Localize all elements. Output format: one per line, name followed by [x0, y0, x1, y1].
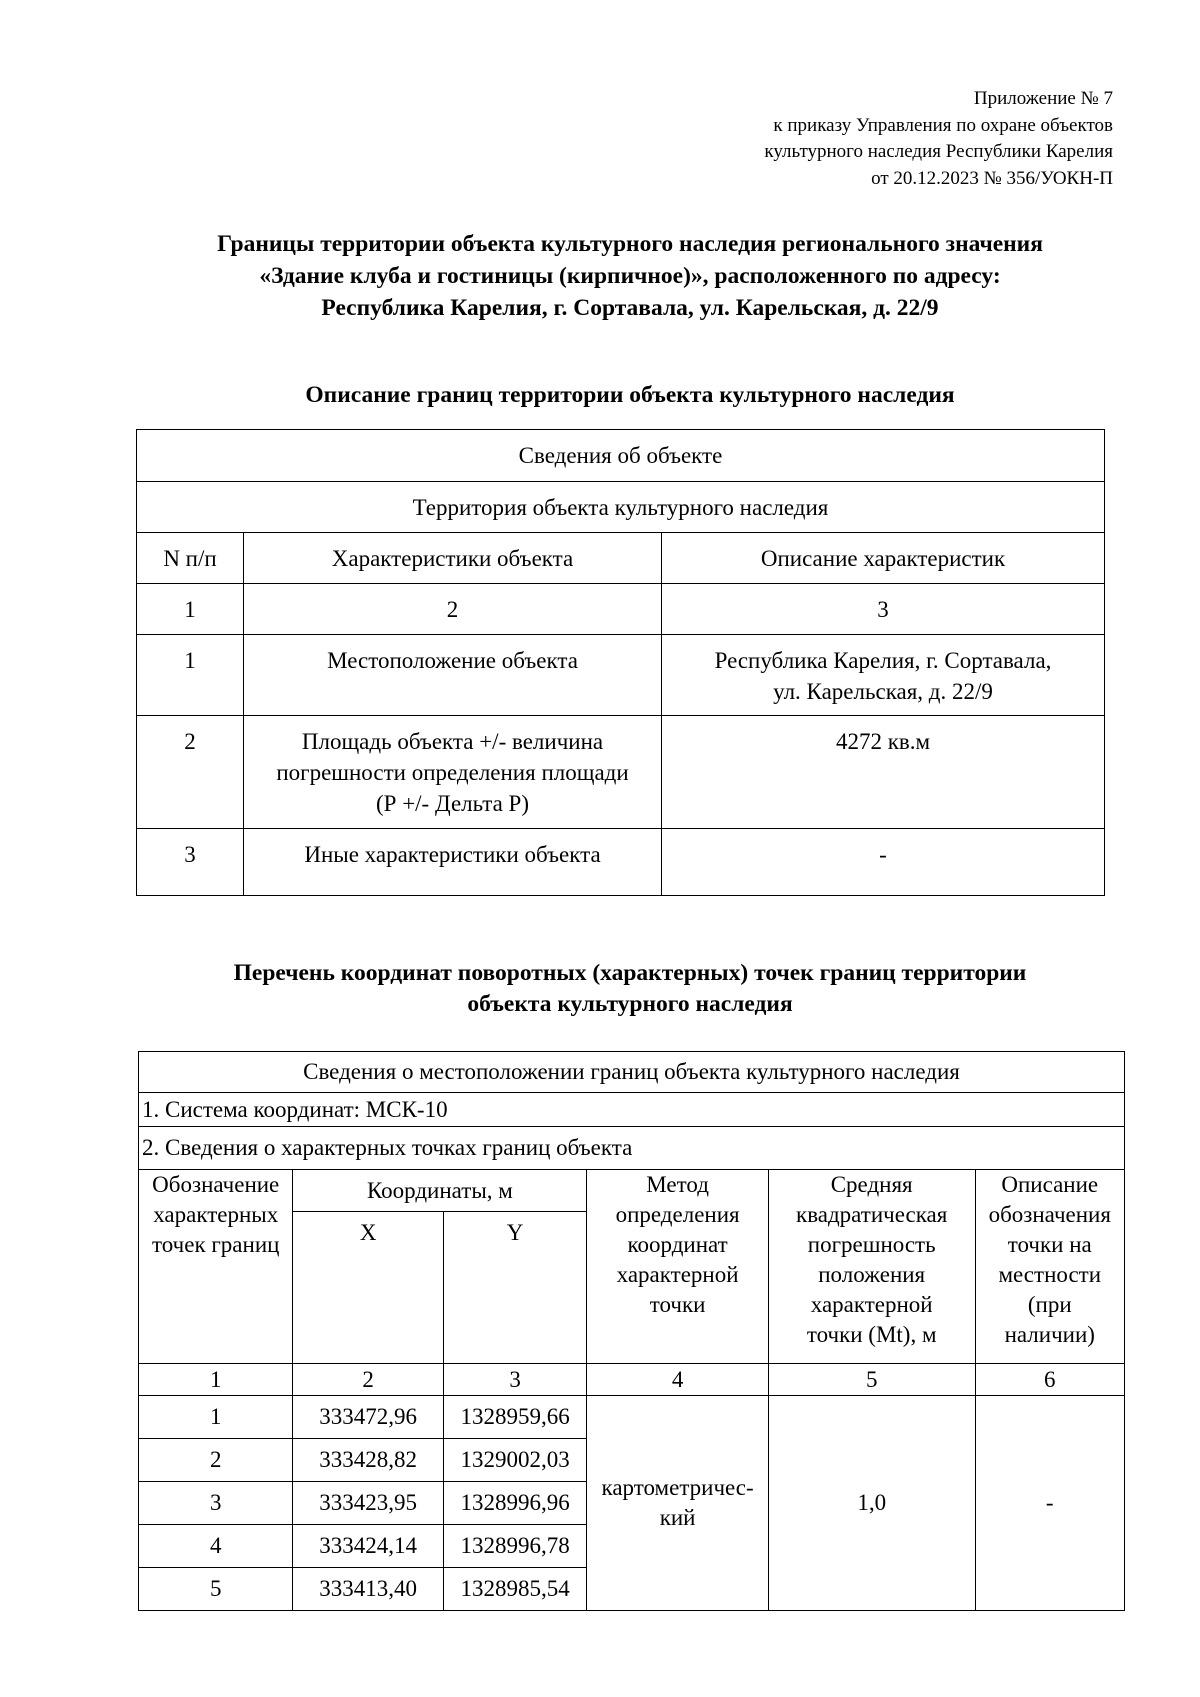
header-cell-designation [139, 1170, 293, 1364]
table-row [137, 430, 1105, 482]
appendix-line: от 20.12.2023 № 356/УОКН-П [871, 167, 1113, 189]
header-cell-y [443, 1212, 586, 1364]
column-number-cell: 4 [587, 1364, 769, 1396]
table-row [139, 1127, 1125, 1170]
point-number-cell: 4 [139, 1525, 293, 1568]
header-cell: Характеристики объекта [244, 533, 662, 584]
point-y-cell: 1328985,54 [443, 1568, 586, 1611]
table-cell: Территория объекта культурного наследия [137, 482, 1105, 533]
header-cell-coordinates: Координаты, м [293, 1170, 587, 1212]
cell-line: Республика Карелия, г. Сортавала, [714, 648, 1052, 673]
header-cell-error [768, 1170, 975, 1364]
section-title-text: объекта культурного наследия [467, 991, 793, 1017]
cell-line: точек границ [152, 1232, 280, 1257]
column-number-row [139, 1364, 1125, 1396]
cell-line: ул. Карельская, д. 22/9 [773, 679, 993, 704]
cell-line: характерной [616, 1262, 739, 1287]
description-value-cell: - [975, 1396, 1125, 1611]
header-cell-description [975, 1170, 1125, 1364]
table-row [137, 716, 1105, 829]
cell-line: Описание [1001, 1172, 1099, 1197]
cell-line: положения [818, 1262, 926, 1287]
cell-line: характерной [810, 1292, 933, 1317]
cell-line: Средняя [830, 1172, 913, 1197]
cell-line: погрешности определения площади [276, 760, 629, 785]
cell-line: определения [615, 1202, 740, 1227]
header-cell: Описание характеристик [662, 533, 1105, 584]
column-number-cell: 3 [662, 584, 1105, 635]
cell-line: X [359, 1220, 377, 1245]
document-title [100, 228, 1160, 324]
cell-line: Метод [646, 1172, 709, 1197]
point-number-cell: 1 [139, 1396, 293, 1439]
table-row [137, 482, 1105, 533]
description-cell [662, 716, 1105, 829]
column-number-cell: 2 [293, 1364, 443, 1396]
characteristic-cell [244, 635, 662, 716]
appendix-line: к приказу Управления по охране объектов [773, 114, 1113, 136]
table-row [137, 635, 1105, 716]
header-cell-x [293, 1212, 443, 1364]
characteristic-cell [244, 716, 662, 829]
table-row [139, 1052, 1125, 1093]
header-cell-method [587, 1170, 769, 1364]
description-cell [662, 829, 1105, 896]
title-line: Республика Карелия, г. Сортавала, ул. Карельская, д. 22/9 [321, 295, 939, 321]
point-x-cell: 333413,40 [293, 1568, 443, 1611]
cell-line: точки (Mt), м [806, 1322, 937, 1347]
point-number-cell: 3 [139, 1482, 293, 1525]
cell-line: 4272 кв.м [835, 729, 931, 754]
cell-line: картометричес- [601, 1475, 754, 1500]
cell-line: точки на [1007, 1232, 1092, 1257]
table-row [137, 829, 1105, 896]
cell-line: наличии) [1004, 1322, 1095, 1347]
coord-system-cell: 1. Система координат: МСК-10 [139, 1093, 1125, 1127]
header-cell: N п/п [137, 533, 244, 584]
section-title-coordinates-list [100, 958, 1160, 1020]
table-cell: Сведения об объекте [137, 430, 1105, 482]
appendix-line: Приложение № 7 [973, 88, 1113, 109]
characteristic-cell [244, 829, 662, 896]
points-info-cell: 2. Сведения о характерных точках границ объекта [139, 1127, 1125, 1170]
section-title-text: Описание границ территории объекта культурного наследия [305, 382, 955, 408]
appendix-header [764, 86, 1113, 192]
cell-line: Площадь объекта +/- величина [301, 729, 604, 754]
column-number-cell: 5 [768, 1364, 975, 1396]
cell-line: - [879, 842, 887, 867]
table-header-row [139, 1170, 1125, 1212]
cell-line: характерных [153, 1202, 279, 1227]
point-x-cell: 333424,14 [293, 1525, 443, 1568]
column-number-cell: 3 [443, 1364, 586, 1396]
cell-line: (при [1027, 1292, 1072, 1317]
cell-line: кий [659, 1505, 696, 1530]
description-cell [662, 635, 1105, 716]
cell-line: координат [627, 1232, 728, 1257]
section-title-boundaries-description [100, 380, 1160, 411]
point-y-cell: 1328959,66 [443, 1396, 586, 1439]
cell-line: Обозначение [152, 1172, 280, 1197]
row-number-cell: 1 [137, 635, 244, 716]
cell-line: точки [649, 1292, 706, 1317]
point-y-cell: 1328996,96 [443, 1482, 586, 1525]
point-number-cell: 2 [139, 1439, 293, 1482]
point-y-cell: 1328996,78 [443, 1525, 586, 1568]
cell-line: местности [998, 1262, 1102, 1287]
column-number-cell: 2 [244, 584, 662, 635]
table-row [139, 1093, 1125, 1127]
point-x-cell: 333423,95 [293, 1482, 443, 1525]
cell-line: погрешность [807, 1232, 936, 1257]
row-number-cell: 2 [137, 716, 244, 829]
column-number-cell: 1 [137, 584, 244, 635]
boundary-points-table [138, 1051, 1125, 1611]
cell-line: Местоположение объекта [327, 648, 578, 673]
title-line: «Здание клуба и гостиницы (кирпичное)», расположенного по адресу: [259, 263, 1001, 289]
cell-line: обозначения [988, 1202, 1111, 1227]
table-title-cell: Сведения о местоположении границ объекта культурного наследия [139, 1052, 1125, 1093]
error-value-cell: 1,0 [768, 1396, 975, 1611]
point-y-cell: 1329002,03 [443, 1439, 586, 1482]
column-number-row [137, 584, 1105, 635]
title-line: Границы территории объекта культурного наследия регионального значения [217, 231, 1043, 257]
table-header-row [137, 533, 1105, 584]
point-x-cell: 333428,82 [293, 1439, 443, 1482]
method-value-cell [587, 1396, 769, 1611]
row-number-cell: 3 [137, 829, 244, 896]
column-number-cell: 1 [139, 1364, 293, 1396]
cell-line: квадратическая [796, 1202, 948, 1227]
object-characteristics-table [136, 429, 1105, 896]
point-number-cell: 5 [139, 1568, 293, 1611]
table-row [139, 1396, 1125, 1439]
cell-line: Иные характеристики объекта [304, 842, 601, 867]
section-title-text: Перечень координат поворотных (характерных) точек границ территории [233, 960, 1027, 986]
cell-line: Y [506, 1220, 524, 1245]
column-number-cell: 6 [975, 1364, 1125, 1396]
point-x-cell: 333472,96 [293, 1396, 443, 1439]
appendix-line: культурного наследия Республики Карелия [764, 141, 1113, 162]
cell-line: (Р +/- Дельта Р) [376, 791, 529, 816]
